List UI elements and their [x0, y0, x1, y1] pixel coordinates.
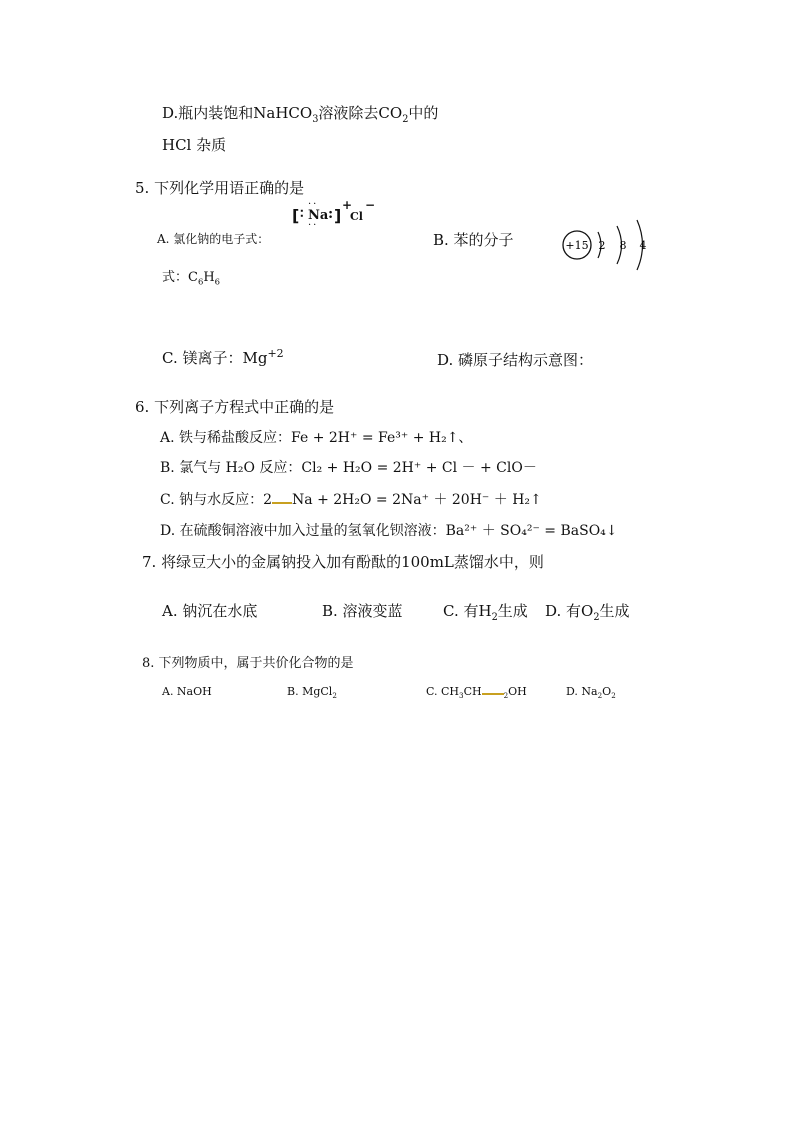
nacl-electron-formula	[292, 198, 382, 232]
q8-option-b	[287, 685, 337, 701]
q4d-text-b: 溶液除去CO	[318, 104, 403, 122]
q7-option-a: A. 钠沉在水底	[162, 602, 258, 620]
q7c-text-b: 生成	[497, 602, 528, 620]
q7d-text-b: 生成	[599, 602, 630, 620]
q7c-sub: 2	[491, 612, 498, 623]
q8d-sub-a: 2	[597, 691, 603, 701]
q7c-text-a: C. 有H	[443, 602, 492, 620]
q6-option-a: A. 铁与稀盐酸反应：Fe + 2H⁺ = Fe³⁺ + H₂↑、	[160, 430, 473, 446]
q8d-text-a: D. Na	[566, 685, 598, 698]
q8c-sub-a: 3	[459, 691, 464, 701]
electron-dots-left: ∶	[300, 206, 304, 222]
b-formula-sub2: 6	[214, 276, 221, 287]
nucleus-charge: +15	[565, 239, 589, 252]
na-symbol: Na	[308, 208, 329, 223]
q7-option-d	[545, 600, 630, 621]
q8c-sub-b: 2	[503, 691, 509, 701]
bracket-close: ]	[334, 206, 342, 225]
q5-option-d: D. 磷原子结构示意图：	[437, 351, 594, 369]
phosphorus-atom-diagram	[558, 214, 650, 274]
q4-option-d-continued: HCl 杂质	[162, 136, 227, 154]
q7d-sub: 2	[593, 612, 600, 623]
q6c-text-b: Na + 2H₂O = 2Na⁺ ＋ 20H⁻ ＋ H₂↑	[292, 492, 542, 508]
q8c-text-b: CH	[463, 685, 482, 698]
shell-count-3: 4	[639, 239, 647, 252]
q8b-text: B. MgCl	[287, 685, 333, 698]
q8-stem: 8. 下列物质中，属于共价化合物的是	[142, 656, 354, 671]
q5-option-b-label: B. 苯的分子	[433, 231, 514, 249]
q8c-text-a: C. CH	[426, 685, 460, 698]
q5-option-c	[162, 347, 284, 368]
q6c-text-a: C. 钠与水反应：2	[160, 492, 273, 508]
q8c-text-c: OH	[508, 685, 527, 698]
q8-option-a: A. NaOH	[162, 685, 212, 698]
q4d-text-a: D.瓶内装饱和NaHCO	[162, 104, 313, 122]
q6-option-b: B. 氯气与 H₂O 反应：Cl₂ + H₂O = 2H⁺ + Cl － + ClO－	[160, 460, 537, 476]
q8-option-d	[566, 685, 616, 701]
q5c-sup: +2	[267, 347, 284, 360]
q5-option-a-label: A. 氯化钠的电子式：	[157, 232, 270, 246]
q7-stem: 7. 将绿豆大小的金属钠投入加有酚酞的100mL蒸馏水中，则	[142, 553, 544, 571]
q7-option-c	[443, 600, 528, 621]
q4d-text-c: 中的	[408, 104, 439, 122]
electron-dots-top: ··	[308, 199, 319, 210]
electron-dots-bottom: ··	[308, 220, 319, 231]
fill-blank	[482, 693, 504, 695]
q6-stem: 6. 下列离子方程式中正确的是	[135, 398, 335, 416]
q5-stem: 5. 下列化学用语正确的是	[135, 179, 305, 197]
q5c-text: C. 镁离子：Mg	[162, 349, 268, 367]
q8d-text-b: O	[602, 685, 612, 698]
q4d-sub-b: 2	[402, 114, 409, 125]
shell-count-2: 8	[619, 239, 627, 252]
electron-dots-right: :	[328, 206, 334, 222]
bracket-open: [	[292, 206, 300, 225]
q6-option-c	[160, 489, 542, 509]
q5-option-b-continued	[162, 266, 220, 285]
q8d-sub-b: 2	[611, 691, 616, 701]
cl-symbol: Cl	[350, 210, 363, 223]
q6-option-d: D. 在硫酸铜溶液中加入过量的氢氧化钡溶液：Ba²⁺ ＋ SO₄²⁻ = BaSO₄↓	[160, 523, 618, 539]
shell-count-1: 2	[598, 239, 606, 252]
b-formula-h: H	[203, 270, 215, 285]
b-formula-c: 式：C	[162, 270, 198, 285]
q8-option-c	[426, 685, 527, 701]
q7d-text-a: D. 有O	[545, 602, 594, 620]
q8b-sub: 2	[332, 691, 337, 701]
b-formula-sub1: 6	[197, 276, 204, 287]
charge-minus: −	[365, 198, 376, 212]
fill-blank	[272, 502, 292, 504]
charge-plus: +	[342, 198, 353, 212]
q4d-sub-a: 3	[312, 114, 319, 125]
q7-option-b: B. 溶液变蓝	[322, 602, 403, 620]
q4-option-d	[162, 102, 438, 123]
